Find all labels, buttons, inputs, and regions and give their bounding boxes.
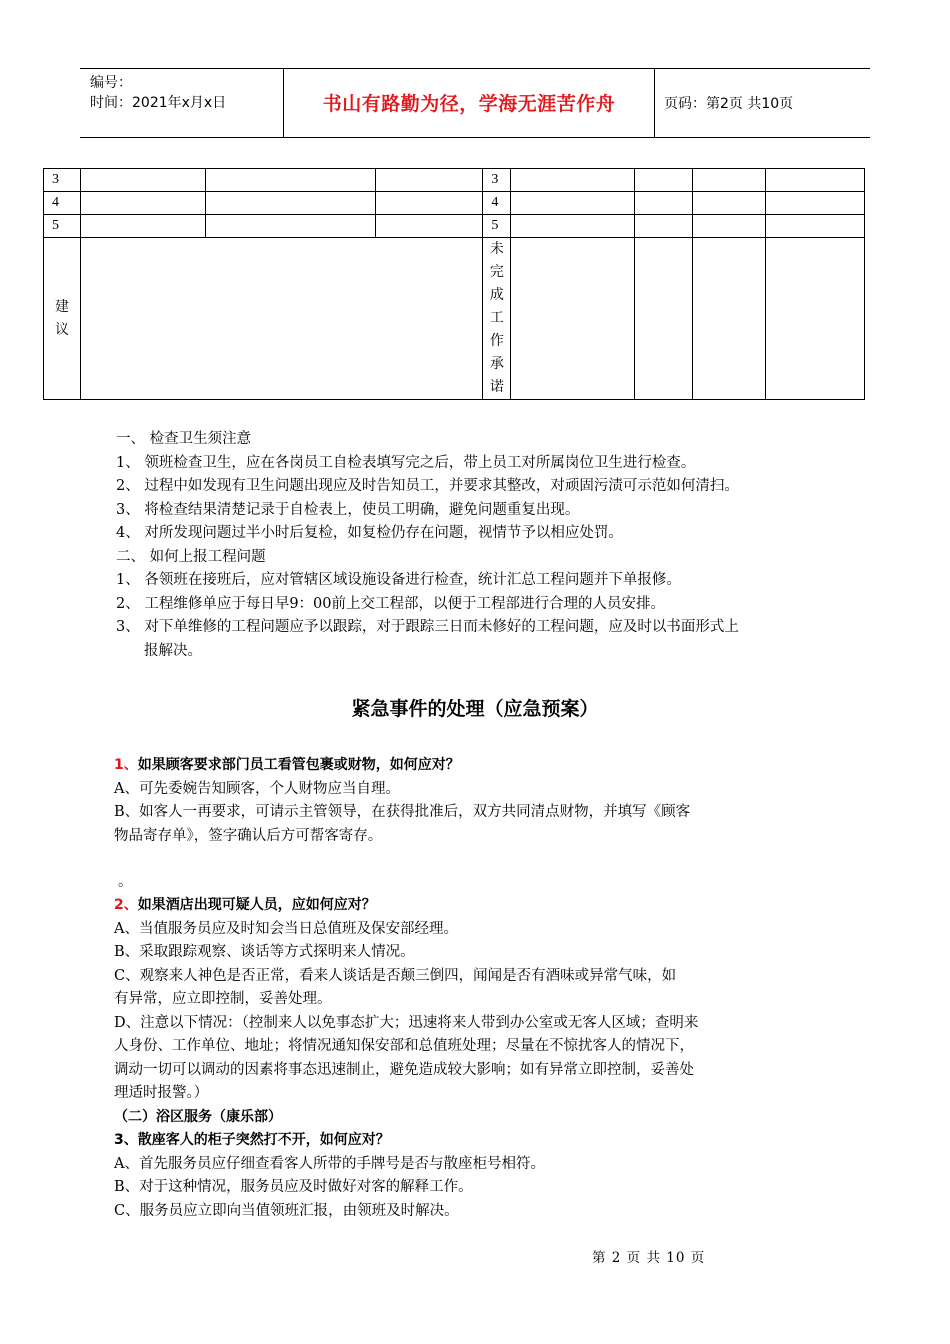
table-cell[interactable] — [205, 192, 375, 215]
header-meta — [90, 73, 226, 113]
table-cell[interactable] — [511, 169, 635, 192]
page-title: 紧急事件的处理（应急预案） — [351, 698, 599, 720]
question-1 — [114, 754, 690, 848]
question-heading: 3、散座客人的柜子突然打不开，如何应对？ — [114, 1132, 390, 1148]
answer-line: 调动一切可以调动的因素将事态迅速制止，避免造成较大影响；如有异常立即控制，妥善处 — [114, 1061, 694, 1078]
list-item: 报解决。 — [144, 642, 202, 659]
table-cell[interactable] — [375, 169, 483, 192]
table-row — [44, 215, 865, 238]
question-2 — [114, 894, 698, 1223]
table-cell[interactable] — [635, 238, 693, 400]
answer-line: A、首先服务员应仔细查看客人所带的手牌号是否与散座柜号相符。 — [114, 1155, 545, 1172]
answer-line: B、对于这种情况，服务员应及时做好对客的解释工作。 — [114, 1179, 473, 1195]
table-cell[interactable] — [766, 238, 865, 400]
section-heading: 二、 如何上报工程问题 — [116, 548, 266, 565]
page-footer: 第 2 页 共 10 页 — [592, 1250, 706, 1266]
answer-line: 理适时报警。） — [114, 1085, 209, 1101]
list-item: 2、 过程中如发现有卫生问题出现应及时告知员工，并要求其整改，对顽固污渍可示范如何清扫。 — [116, 478, 739, 494]
answer-line: B、采取跟踪观察、谈话等方式探明来人情况。 — [114, 944, 415, 960]
table-cell[interactable] — [693, 169, 766, 192]
row-number: 3 — [483, 169, 511, 192]
suggest-label: 建 议 — [44, 238, 81, 400]
list-item: 4、 对所发现问题过半小时后复检，如复检仍存在问题，视情节予以相应处罚。 — [116, 525, 623, 541]
page-header — [80, 68, 870, 138]
table-cell[interactable] — [80, 215, 205, 238]
question-heading: 1、如果顾客要求部门员工看管包裹或财物，如何应对？ — [114, 757, 460, 773]
header-motto: 书山有路勤为径，学海无涯苦作舟 — [322, 93, 616, 115]
time-label: 时间：2021年x月x日 — [90, 95, 227, 111]
checklist-table — [43, 168, 865, 400]
answer-line: C、观察来人神色是否正常，看来人谈话是否颠三倒四，闻闻是否有酒味或异常气味，如 — [114, 967, 677, 984]
answer-line: A、可先委婉告知顾客，个人财物应当自理。 — [114, 780, 400, 797]
list-item: 2、 工程维修单应于每日早9：00前上交工程部，以便于工程部进行合理的人员安排。 — [116, 595, 666, 612]
table-cell[interactable] — [635, 192, 693, 215]
notes-section — [116, 428, 739, 663]
question-number: 2、 — [114, 897, 138, 913]
row-number: 5 — [44, 215, 81, 238]
answer-line: 物品寄存单》，签字确认后方可帮客寄存。 — [114, 827, 383, 844]
answer-line: 有异常，应立即控制，妥善处理。 — [114, 991, 332, 1007]
row-number: 4 — [483, 192, 511, 215]
table-cell[interactable] — [693, 192, 766, 215]
table-cell[interactable] — [511, 192, 635, 215]
table-cell[interactable] — [80, 192, 205, 215]
table-row — [44, 238, 865, 400]
table-cell[interactable] — [205, 169, 375, 192]
table-cell[interactable] — [511, 215, 635, 238]
section-heading: 一、 检查卫生须注意 — [116, 431, 252, 447]
list-item: 3、 对下单维修的工程问题应予以跟踪，对于跟踪三日而未修好的工程问题，应及时以书面形式上 — [116, 619, 739, 635]
table-cell[interactable] — [635, 215, 693, 238]
header-divider — [654, 69, 655, 137]
table-row — [44, 169, 865, 192]
suggest-field[interactable] — [80, 238, 482, 400]
table-cell[interactable] — [205, 215, 375, 238]
promise-label: 未 完 成 工 作 承 诺 — [483, 238, 511, 400]
question-number: 1、 — [114, 757, 138, 773]
answer-line: B、如客人一再要求，可请示主管领导，在获得批准后，双方共同清点财物，并填写《顾客 — [114, 804, 691, 820]
table-cell[interactable] — [693, 215, 766, 238]
table-cell[interactable] — [375, 215, 483, 238]
header-page-info: 页码：第2页 共10页 — [664, 96, 794, 112]
answer-line: 人身份、工作单位、地址；将情况通知保安部和总值班处理；尽量在不惊扰客人的情况下， — [114, 1038, 694, 1054]
table-cell[interactable] — [766, 192, 865, 215]
list-item: 1、 各领班在接班后，应对管辖区域设施设备进行检查，统计汇总工程问题并下单报修。 — [116, 572, 681, 588]
sub-heading: （二）浴区服务（康乐部） — [114, 1108, 282, 1125]
answer-line: A、当值服务员应及时知会当日总值班及保安部经理。 — [114, 920, 458, 937]
list-item: 1、 领班检查卫生，应在各岗员工自检表填写完之后，带上员工对所属岗位卫生进行检查。 — [116, 454, 696, 471]
question-heading: 2、如果酒店出现可疑人员，应如何应对？ — [114, 897, 376, 913]
table-cell[interactable] — [766, 169, 865, 192]
row-number: 4 — [44, 192, 81, 215]
table-row — [44, 192, 865, 215]
table-cell[interactable] — [766, 215, 865, 238]
answer-line: C、服务员应立即向当值领班汇报，由领班及时解决。 — [114, 1202, 459, 1219]
row-number: 3 — [44, 169, 81, 192]
answer-line: D、注意以下情况：（控制来人以免事态扩大；迅速将来人带到办公室或无客人区域；查明来 — [114, 1014, 699, 1031]
list-item: 3、 将检查结果清楚记录于自检表上，使员工明确，避免问题重复出现。 — [116, 501, 580, 518]
number-label: 编号： — [90, 75, 132, 91]
table-cell[interactable] — [511, 238, 635, 400]
table-cell[interactable] — [375, 192, 483, 215]
dot-mark: 。 — [118, 874, 133, 890]
table-cell[interactable] — [693, 238, 766, 400]
row-number: 5 — [483, 215, 511, 238]
table-cell[interactable] — [80, 169, 205, 192]
table-cell[interactable] — [635, 169, 693, 192]
